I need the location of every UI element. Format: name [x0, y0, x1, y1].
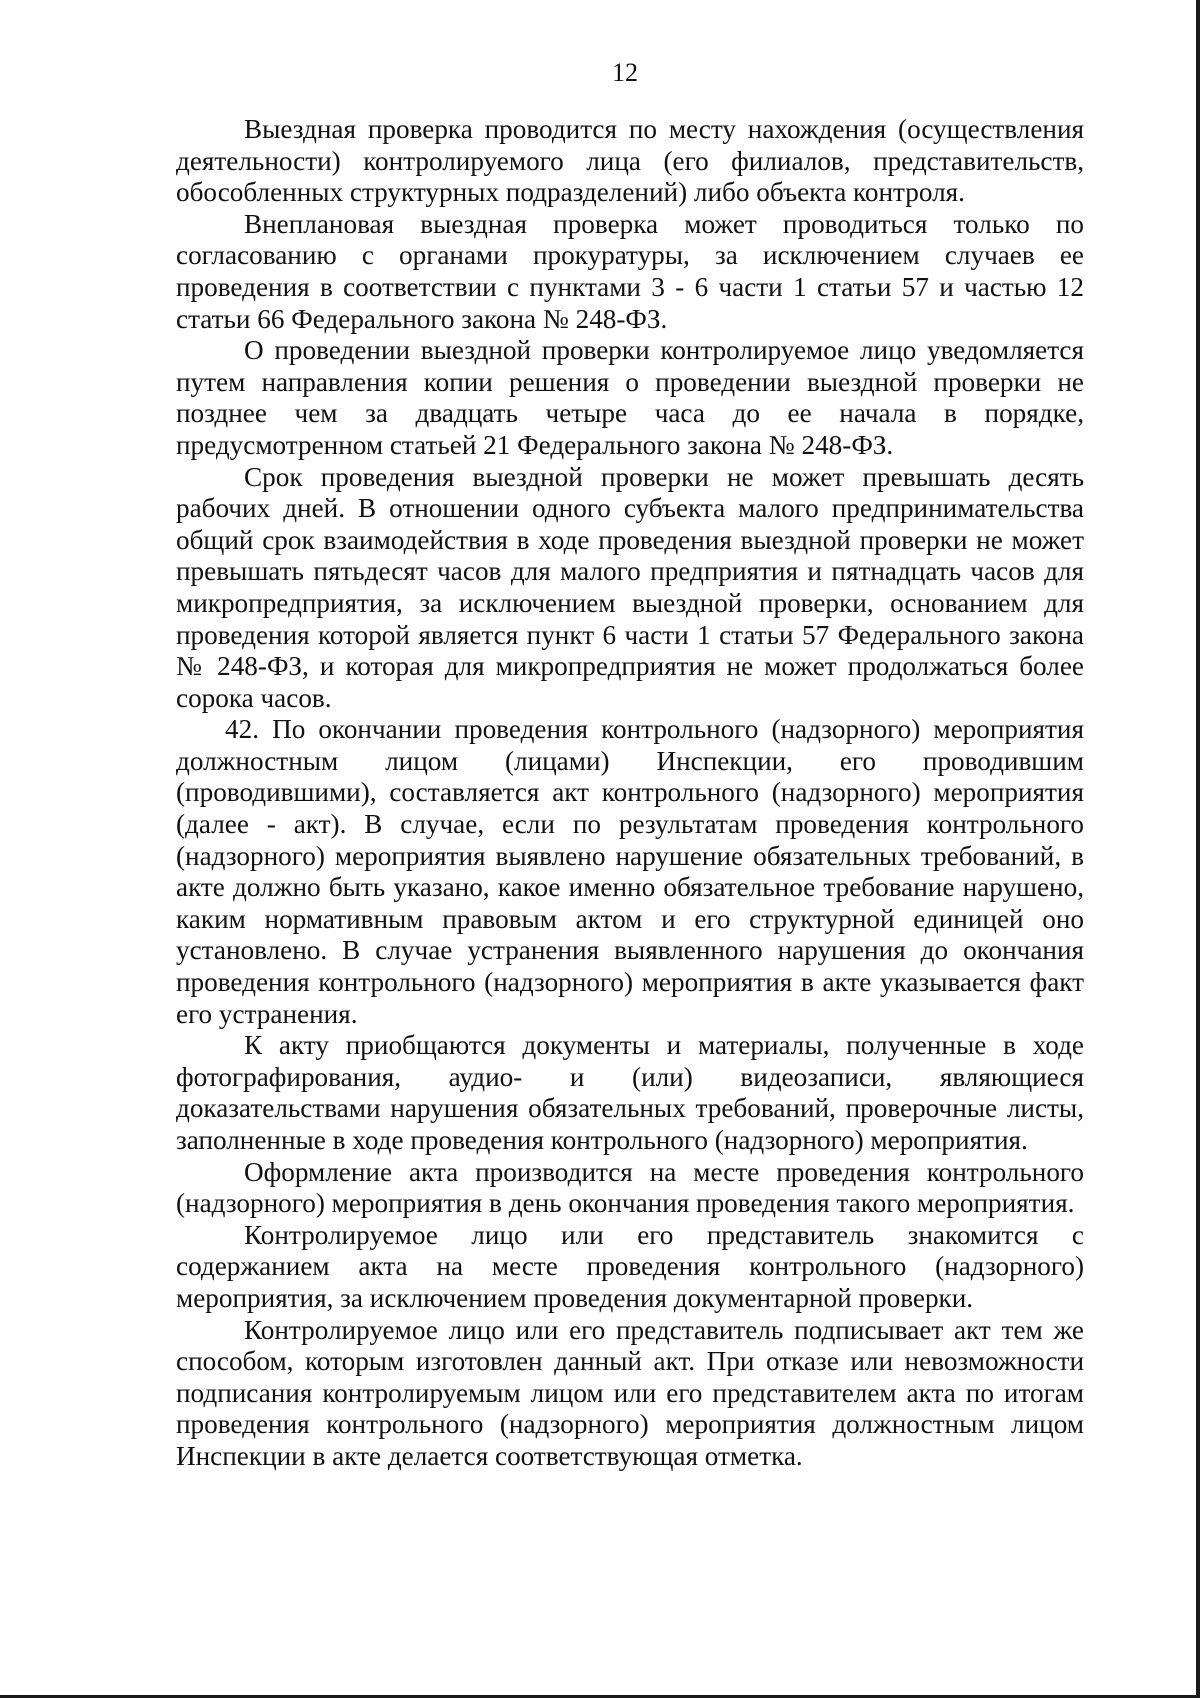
paragraph-unscheduled-inspection: Внеплановая выездная проверка может проводиться только по согласованию с органами прокуратуры, за исключением случаев ее проведения в соответствии с пунктами 3 - 6 части 1 статьи 57 и частью 12 статьи 66 Федерального закона № 248-ФЗ. [176, 208, 1084, 334]
paragraph-act-familiarization: Контролируемое лицо или его представитель знакомится с содержанием акта на месте проведения контрольного (надзорного) мероприятия, за исключением проведения документарной проверки. [176, 1219, 1084, 1313]
paragraph-attached-materials: К акту приобщаются документы и материалы, полученные в ходе фотографирования, аудио- и (или) видеозаписи, являющиеся доказательствами нарушения обязательных требований, проверочные листы, заполненные в ходе проведения контрольного (надзорного) мероприятия. [176, 1030, 1084, 1155]
paragraph-act-drawing-up: Оформление акта производится на месте проведения контрольного (надзорного) мероприятия в день окончания проведения такого мероприятия. [176, 1156, 1084, 1219]
paragraph-act-signing: Контролируемое лицо или его представитель подписывает акт тем же способом, которым изготовлен данный акт. При отказе или невозможности подписания контролируемым лицом или его представителем акта по итогам проведения контрольного (надзорного) мероприятия должностным лицом Инспекции в акте делается соответствующая отметка. [176, 1314, 1084, 1471]
scan-edge-right [1196, 0, 1200, 1698]
document-body [176, 114, 1084, 1473]
paragraph-item-42-act: 42. По окончании проведения контрольного (надзорного) мероприятия должностным лицом (лицами) Инспекции, его проводившим (проводившими), составляется акт контрольного (надзорного) мероприятия (далее - акт). В случае, если по результатам проведения контрольного (надзорного) мероприятия выявлено нарушение обязательных требований, в акте должно быть указано, какое именно обязательное требование нарушено, каким нормативным правовым актом и его структурной единицей оно установлено. В случае устранения выявленного нарушения до окончания проведения контрольного (надзорного) мероприятия в акте указывается факт его устранения. [176, 714, 1084, 1029]
paragraph-on-site-inspection-location: Выездная проверка проводится по месту нахождения (осуществления деятельности) контролируемого лица (его филиалов, представительств, обособленных структурных подразделений) либо объекта контроля. [176, 114, 1084, 208]
paragraph-notification: О проведении выездной проверки контролируемое лицо уведомляется путем направления копии решения о проведении выездной проверки не позднее чем за двадцать четыре часа до ее начала в порядке, предусмотренном статьей 21 Федерального закона № 248-ФЗ. [176, 335, 1084, 460]
page-number: 12 [612, 58, 638, 87]
paragraph-inspection-duration: Срок проведения выездной проверки не может превышать десять рабочих дней. В отношении одного субъекта малого предпринимательства общий срок взаимодействия в ходе проведения выездной проверки не может превышать пятьдесят часов для малого предприятия и пятнадцать часов для микропредприятия, за исключением выездной проверки, основанием для проведения которой является пункт 6 части 1 статьи 57 Федерального закона № 248-ФЗ, и которая для микропредприятия не может продолжаться более сорока часов. [176, 461, 1084, 713]
